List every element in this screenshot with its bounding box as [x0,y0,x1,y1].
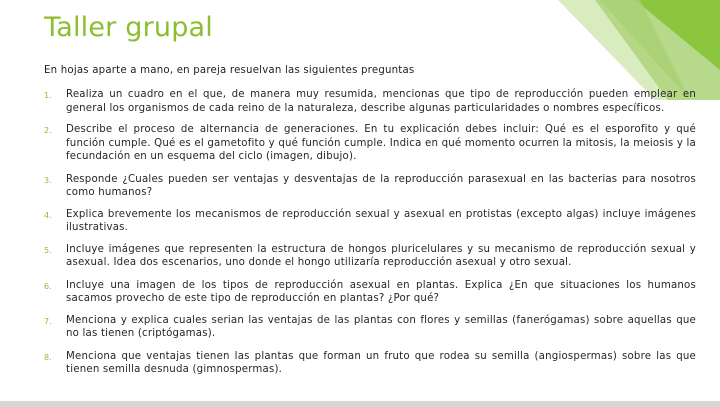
item-text: Menciona y explica cuales serian las ventajas de las plantas con flores y semillas (fanerógamas) sobre aquellas que no las tienen (criptógamas). [66,314,696,339]
item-text: Incluye una imagen de los tipos de reproducción asexual en plantas. Explica ¿En que situaciones los humanos sacamos provecho de este tipo de reproducción en plantas? ¿Por qué? [66,279,696,304]
item-text: Incluye imágenes que representen la estructura de hongos pluricelulares y su mecanismo de reproducción sexual y asexual. Idea dos escenarios, uno donde el hongo utilizaría reproducción asexual y otro sexual. [66,243,696,268]
item-number: 6. [44,281,53,291]
list-item [44,279,696,306]
item-text: Realiza un cuadro en el que, de manera muy resumida, mencionas que tipo de reproducción pueden emplear en general los organismos de cada reino de la naturaleza, describe algunas particularidades o nombres específicos. [66,89,696,114]
item-text: Describe el proceso de alternancia de generaciones. En tu explicación debes incluir: Qué es el esporofito y qué función cumple. Qué es el gametofito y qué función cumple. Indica en qué momento ocurren la mitosis, la meiosis y la fecundación en un esquema del ciclo (imagen, dibujo). [66,124,696,162]
list-item [44,314,696,341]
question-list [44,88,696,377]
item-text: Responde ¿Cuales pueden ser ventajas y desventajas de la reproducción parasexual en las bacterias para nosotros como humanos? [66,173,696,198]
item-text: Menciona que ventajas tienen las plantas que forman un fruto que rodea su semilla (angiospermas) sobre las que tienen semilla desnuda (gimnospermas). [66,350,696,375]
list-item [44,243,696,270]
item-number: 4. [44,210,53,220]
item-text: Explica brevemente los mecanismos de reproducción sexual y asexual en protistas (excepto algas) incluye imágenes ilustrativas. [66,208,696,233]
item-number: 1. [44,91,53,100]
list-item [44,123,696,164]
list-item [44,173,696,200]
item-number: 5. [44,245,53,255]
list-item [44,350,696,377]
item-number: 2. [44,126,53,135]
item-number: 8. [44,352,53,362]
list-item [44,88,696,115]
slide-title: Taller grupal [44,12,214,43]
item-number: 3. [44,175,53,185]
bottom-bar [0,401,720,407]
list-item [44,208,696,235]
green-corner-decoration [540,0,720,100]
intro-text: En hojas aparte a mano, en pareja resuelvan las siguientes preguntas [44,65,415,76]
item-number: 7. [44,316,53,326]
